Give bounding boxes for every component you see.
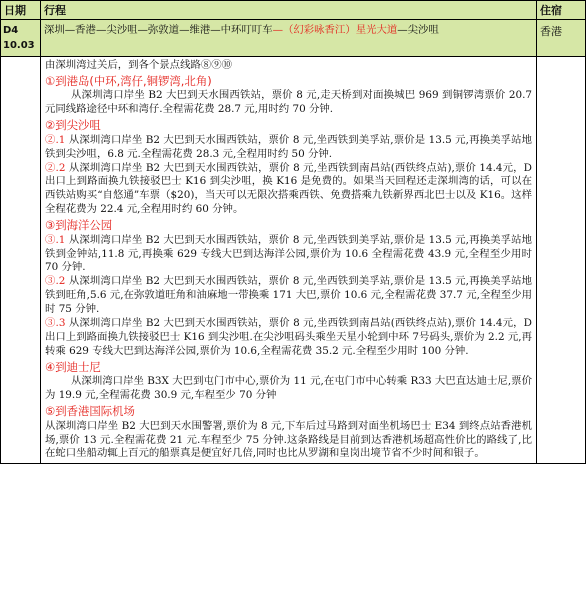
stay-header: 住宿 [537,1,586,20]
day-label: D4 [3,25,19,36]
section-heading-airport: ⑤到香港国际机场 [45,404,135,419]
section-heading-ocean-park: ③到海洋公园 [45,218,113,233]
section-heading-hk-island: ①到港岛(中环,湾仔,铜锣湾,北角) [45,73,212,88]
header-row [1,1,586,20]
route-option [45,275,532,317]
section-text: 从深圳湾口岸坐 B2 大巴到天水围警署,票价为 8 元,下车后过马路到对面坐机场巴士 E34 到终点站香港机场,票价 13 元.全程需花费 21 元.车程至少 75 分钟.这条路线是目前到达香港机场超高性价比的路线了,比在蛇口坐船动辄上百元的船票真是便宜好几倍,同时也比从罗湖和皇岗出境节省不少时间和银子。 [45,419,532,460]
option-text: 从深圳湾口岸坐 B2 大巴到天水围西铁站，票价 8 元,坐西铁到南昌站(西铁终点站),票价 14.4元，D 出口上到路面换九铁接驳巴士 K16 到尖沙咀，换 K16 是免费的。如果当天回程还走深圳湾的话，可以在西铁站购买“自悠通”车票（$20)，当天可以无限次搭乘西铁、免费搭乘九铁新界西北巴士以及 K16。这样全程花费为 22.4 元,全程用时约 60 分钟。 [45,161,532,216]
route-cell [41,20,537,57]
route-part-3: —尖沙咀 [397,24,439,36]
option-number: ③.1 [45,233,66,246]
day-cell [1,20,41,57]
route-option [45,317,532,359]
option-text: 从深圳湾口岸坐 B2 大巴到天水围西铁站，票价 8 元,坐西铁到美孚站,票价是 13.5 元,再换美孚站地铁到旺角,5.6 元,在弥敦道旺角和油麻地一带换乘 171 大巴,票价 10.6 元,全程需花费 37.7 元,全程至少用时 75 分钟. [45,275,532,316]
section-text: 从深圳湾口岸坐 B2 大巴到天水围西铁站，票价 8 元,走天桥到对面换城巴 969 到铜锣湾票价 20.7元同线路途径中环和湾仔.全程需花费 28.7 元,用时约 70 分钟. [45,89,532,116]
route-option [45,134,532,162]
option-text: 从深圳湾口岸坐 B2 大巴到天水围西铁站，票价 8 元,坐西铁到美孚站,票价是 13.5 元,再换美孚站地铁到尖沙咀，6.8 元.全程需花费 28.3 元,全程用时约 50 分钟. [45,133,532,160]
detail-blank-left [1,57,41,464]
section-heading-disneyland: ④到迪士尼 [45,359,101,374]
option-number: ②.2 [45,161,66,174]
route-option [45,234,532,276]
detail-blank-right [537,57,586,464]
section-heading-tsim-sha-tsui: ②到尖沙咀 [45,118,101,133]
intro-text: 由深圳湾过关后，到各个景点线路⑧⑨⑩ [45,59,233,71]
option-number: ③.3 [45,317,66,330]
option-number: ③.2 [45,275,66,288]
route-part-1: 深圳—香港—尖沙咀—弥敦道—维港—中环叮叮车 [44,24,273,36]
route-option [45,162,532,218]
option-text: 从深圳湾口岸坐 B2 大巴到天水围西铁站，票价 8 元,坐西铁到美孚站,票价是 13.5 元,再换美孚站地铁到金钟站,11.8 元,再换乘 629 专线大巴到达海洋公园,票价为 10.6 全程需花费 43.9 元,全程至少用时 70 分钟. [45,233,532,274]
route-part-2: —（幻彩咏香江）星光大道 [272,24,398,36]
day-date: 10.03 [3,40,35,51]
itinerary-header: 行程 [41,1,537,20]
day-row [1,20,586,57]
section-text: 从深圳湾口岸坐 B3X 大巴到屯门市中心,票价为 11 元,在屯门市中心转乘 R33 大巴直达迪士尼,票价为 19.9 元,全程需花费 30.9 元,车程至少 70 分钟 [45,375,532,402]
date-header: 日期 [1,1,41,20]
detail-cell [41,57,537,464]
option-text: 从深圳湾口岸坐 B2 大巴到天水围西铁站，票价 8 元,坐西铁到南昌站(西铁终点站),票价 14.4元，D 出口上到路面换九铁接驳巴士 K16 到尖沙咀.在尖沙咀码头乘坐天星小轮到中环 7号码头,票价为 2.2 元,再转乘 629 专线大巴到达海洋公园,票价为 10.6,全程需花费 35.2 元.全程至少用时 100 分钟. [45,317,532,357]
detail-row [1,57,586,464]
stay-cell: 香港 [537,20,586,57]
option-number: ②.1 [45,133,66,146]
